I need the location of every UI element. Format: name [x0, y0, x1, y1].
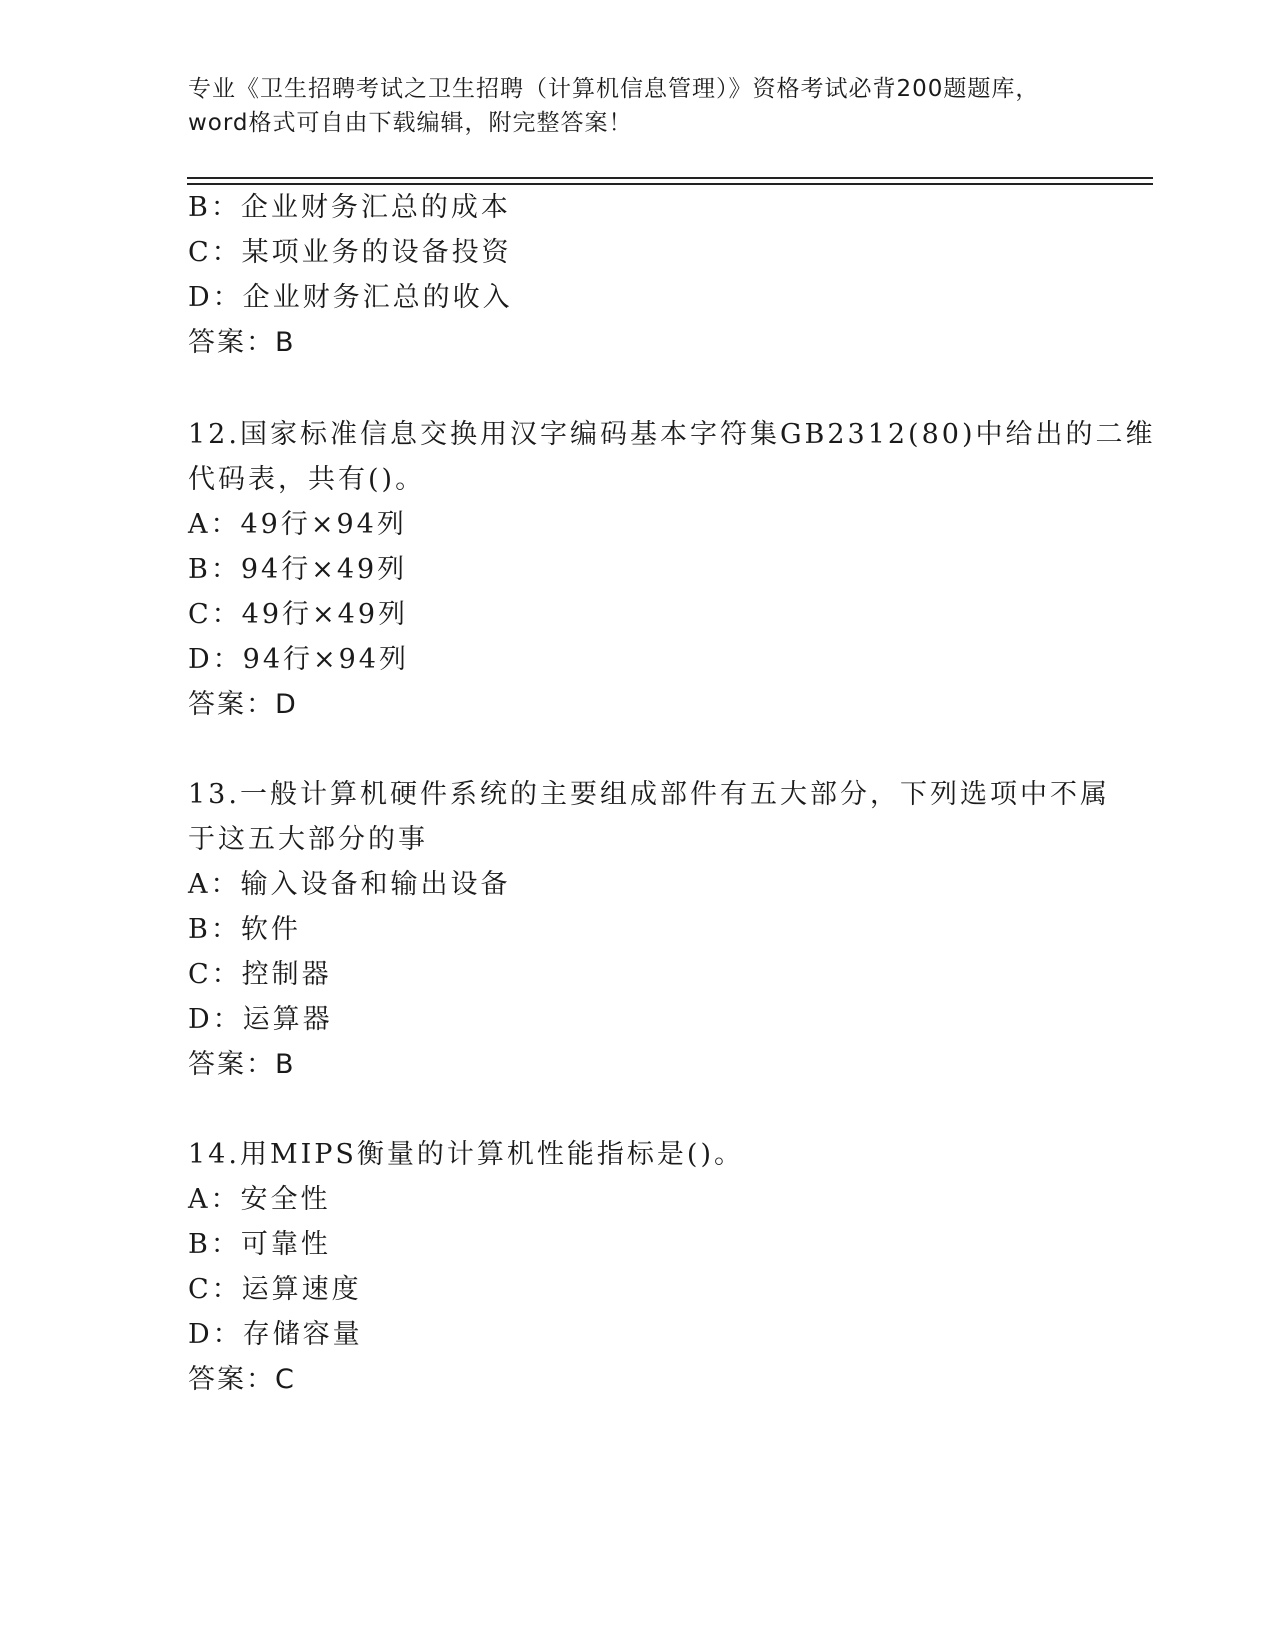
question-stem: 12.国家标准信息交换用汉字编码基本字符集GB2312(80)中给出的二维 [188, 419, 1156, 450]
question-stem: 14.用MIPS衡量的计算机性能指标是()。 [188, 1139, 744, 1170]
option-d: D：运算器 [188, 1004, 333, 1035]
question-stem: 代码表，共有()。 [188, 464, 426, 495]
header-line-2: word格式可自由下载编辑，附完整答案！ [188, 110, 633, 136]
header-divider-top [187, 177, 1153, 179]
document-header [188, 72, 1088, 140]
option-c: C：49行×49列 [188, 599, 408, 630]
option-c: C：某项业务的设备投资 [188, 237, 512, 268]
option-a: A：49行×94列 [188, 509, 407, 540]
option-d: D：企业财务汇总的收入 [188, 282, 513, 313]
header-divider-bottom [187, 183, 1153, 185]
answer: 答案：C [188, 1364, 296, 1395]
option-a: A：输入设备和输出设备 [188, 869, 511, 900]
option-a: A：安全性 [188, 1184, 331, 1215]
option-b: B：软件 [188, 914, 301, 945]
header-line-1: 专业《卫生招聘考试之卫生招聘（计算机信息管理）》资格考试必背200题题库， [188, 76, 1040, 102]
option-b: B：94行×49列 [188, 554, 408, 585]
option-d: D：94行×94列 [188, 644, 409, 675]
option-b: B：可靠性 [188, 1229, 331, 1260]
option-d: D：存储容量 [188, 1319, 363, 1350]
option-c: C：运算速度 [188, 1274, 362, 1305]
answer: 答案：D [188, 689, 298, 720]
question-stem: 于这五大部分的事 [188, 824, 428, 855]
option-b: B：企业财务汇总的成本 [188, 192, 511, 223]
option-c: C：控制器 [188, 959, 332, 990]
question-stem: 13.一般计算机硬件系统的主要组成部件有五大部分，下列选项中不属 [188, 779, 1110, 810]
answer: 答案：B [188, 1049, 296, 1080]
answer: 答案：B [188, 327, 296, 358]
